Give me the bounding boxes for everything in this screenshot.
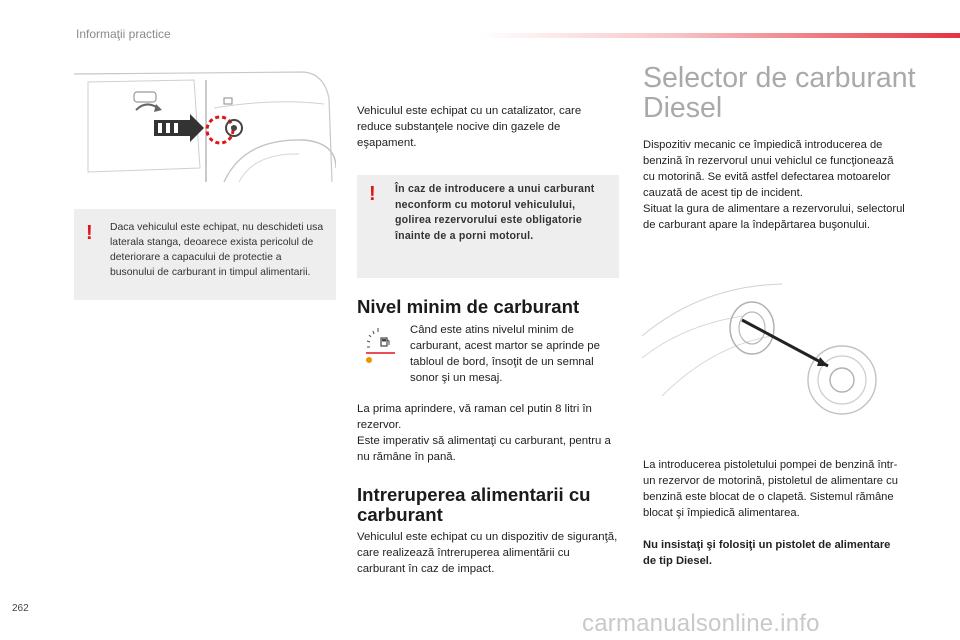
min-fuel-indicator-text: Când este atins nivelul minim de carburant, acest martor se aprinde pe tabloul de bord, însoţit de un semnal sonor şi un mesaj. [410,324,600,384]
side-door-warning-text: Daca vehiculul este echipat, nu deschideti usa laterala stanga, deoarece exista pericolul de deteriorare a capacului de protectie a busonului de carburant in timpul alimentarii. [110,222,324,278]
diesel-selector-location: Situat la gura de alimentare a rezervorului, selectorul de carburant apare la îndepărtarea buşonului. [643,203,905,231]
diesel-selector-title: Selector de carburant Diesel [643,62,916,124]
fuel-cutoff-text: Vehiculul este echipat cu un dispozitiv de siguranţă, care realizează întreruperea alimentării cu carburant în caz de impact. [357,531,618,575]
van-side-door-illustration [74,68,336,182]
fuel-cutoff-heading: Intreruperea alimentarii cu carburant [357,484,591,525]
section-title: Informaţii practice [76,27,171,41]
fuel-filler-neck-illustration [642,276,898,428]
min-fuel-paragraph-2: Este imperativ să alimentaţi cu carburant, pentru a nu rămâne în pană. [357,435,611,463]
nozzle-lock-advice: Nu insistaţi şi folosiţi un pistolet de alimentare de tip Diesel. [643,539,891,567]
fuel-warning-text: În caz de introducere a unui carburant neconform cu motorul vehiculului, golirea rezervorului este obligatorie înainte de a porni motorul. [395,183,595,242]
page-number: 262 [12,603,29,614]
watermark: carmanualsonline.info [582,610,820,637]
warning-exclamation-icon: ! [369,183,376,205]
fuel-warning-box [357,175,619,278]
fuel-gauge-icon [364,324,398,368]
fuel-pump-icon [381,338,389,346]
catalyst-paragraph: Vehiculul este echipat cu un catalizator, care reduce substanţele nocive din gazele de eşapament. [357,105,582,149]
min-fuel-heading: Nivel minim de carburant [357,296,580,317]
side-door-warning-box [74,209,336,300]
min-fuel-paragraph-1: La prima aprindere, vă raman cel putin 8 litri în rezervor. [357,403,592,431]
warning-exclamation-icon: ! [86,222,93,244]
header-accent-bar [480,33,960,38]
diesel-selector-intro: Dispozitiv mecanic ce împiedică introducerea de benzină în rezervorul unui vehiclul ce funcţionează cu motorină. Se evită astfel defectarea motoarelor cauzată de acest tip de incident. [643,139,894,199]
nozzle-lock-text: La introducerea pistoletului pompei de benzină într-un rezervor de motorină, pistoletul de alimentare cu benzină este blocat de o clapetă. Sistemul rămâne blocat şi împiedică alimentarea. [643,459,898,519]
